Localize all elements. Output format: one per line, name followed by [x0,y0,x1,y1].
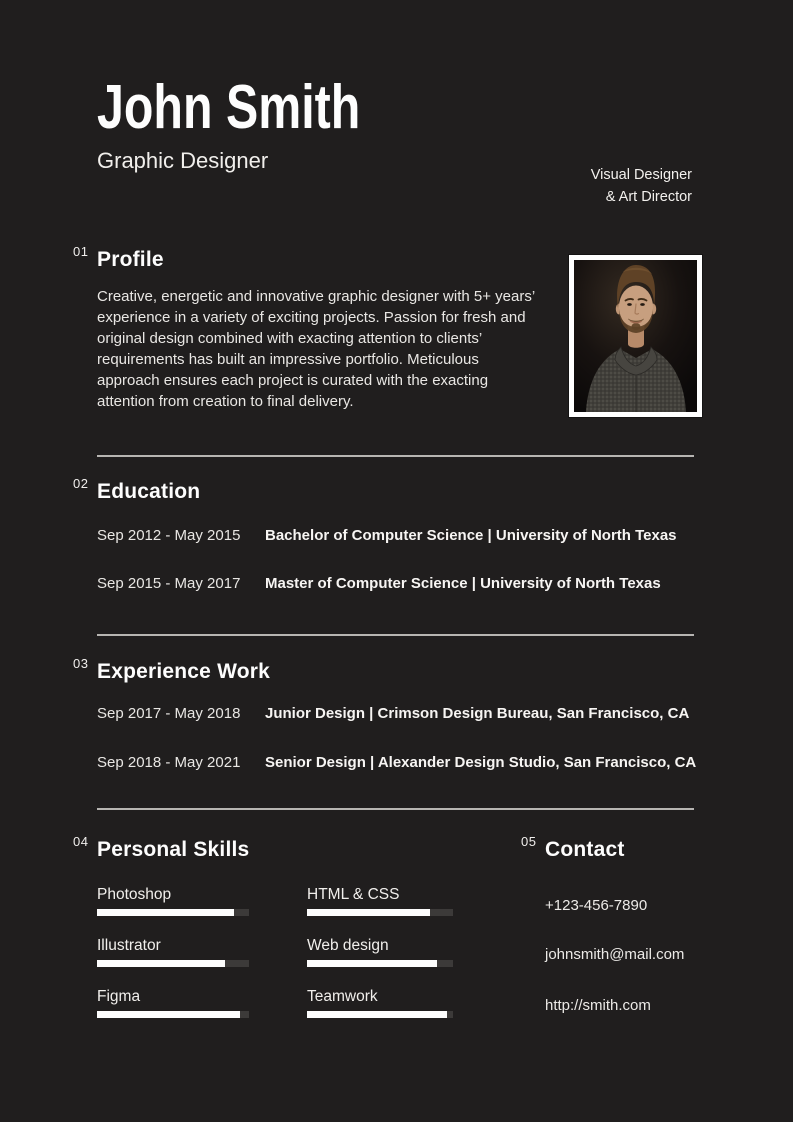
skill-bar [97,1011,249,1018]
header-tagline [591,165,692,208]
skill-bar [97,909,249,916]
skill-item [97,988,249,1018]
contact-website[interactable]: http://smith.com [545,997,651,1014]
skill-bar [307,960,453,967]
education-row [97,527,694,545]
divider [97,808,694,810]
section-number: 03 [73,656,89,671]
skill-bar [307,909,453,916]
skill-item [97,937,249,967]
skill-bar-fill [307,960,437,967]
section-title-experience: Experience Work [97,660,271,683]
skills-block [73,834,453,1018]
experience-detail: Junior Design | Crimson Design Bureau, San Francisco, CA [265,705,690,722]
divider [97,634,694,636]
experience-dates: Sep 2018 - May 2021 [97,754,241,771]
skill-bar [97,960,249,967]
portrait-illustration [574,260,697,412]
skill-label: Web design [307,937,389,954]
skill-label: Teamwork [307,988,378,1005]
section-skills-heading [73,834,453,863]
experience-detail: Senior Design | Alexander Design Studio, San Francisco, CA [265,754,697,771]
section-number: 05 [521,834,537,849]
section-title-education: Education [97,480,201,503]
education-dates: Sep 2012 - May 2015 [97,527,241,544]
contact-phone[interactable]: +123-456-7890 [545,897,648,914]
skill-bar-fill [97,1011,240,1018]
divider [97,455,694,457]
skill-label: Figma [97,988,141,1005]
education-detail: Master of Computer Science | University of North Texas [265,575,661,592]
skill-item [307,886,453,916]
profile-paragraph: Creative, energetic and innovative graphic designer with 5+ years’ experience in a variety of exciting projects. Passion for fresh and original design combined with exacting attention to clients’ requirements has built an impressive portfolio. Meticulous approach ensures each project is curated with the exacting attention from creation to final delivery. [97,288,535,410]
skill-item [97,886,249,916]
skill-bar-fill [307,909,430,916]
education-detail: Bachelor of Computer Science | University of North Texas [265,527,677,544]
person-name: John Smith [97,73,361,142]
skill-label: Photoshop [97,886,172,903]
section-number: 02 [73,476,89,491]
experience-dates: Sep 2017 - May 2018 [97,705,241,722]
skill-label: Illustrator [97,937,161,954]
skill-bar [307,1011,453,1018]
section-contact-heading [521,834,684,863]
skill-item [307,937,453,967]
person-role: Graphic Designer [97,148,269,173]
section-title-skills: Personal Skills [97,838,250,861]
section-education-heading [73,476,694,505]
section-number: 04 [73,834,89,849]
experience-row [97,705,694,723]
education-row [97,575,694,593]
tagline-line-1: Visual Designer [590,167,692,183]
portrait-photo [569,255,702,417]
experience-row [97,754,697,772]
section-number: 01 [73,244,89,259]
contact-email[interactable]: johnsmith@mail.com [545,946,685,963]
skill-item [307,988,453,1018]
skill-bar-fill [307,1011,447,1018]
tagline-line-2: & Art Director [605,188,692,205]
skill-bar-fill [97,960,225,967]
skill-bar-fill [97,909,234,916]
bottom-section [73,834,694,1018]
section-title-profile: Profile [97,248,164,271]
education-dates: Sep 2015 - May 2017 [97,575,241,592]
skills-column-right [307,863,453,1018]
contact-block [521,834,685,1018]
skills-column-left [97,863,249,1018]
section-title-contact: Contact [545,838,625,861]
section-experience-heading [73,656,694,685]
skill-label: HTML & CSS [307,886,400,903]
